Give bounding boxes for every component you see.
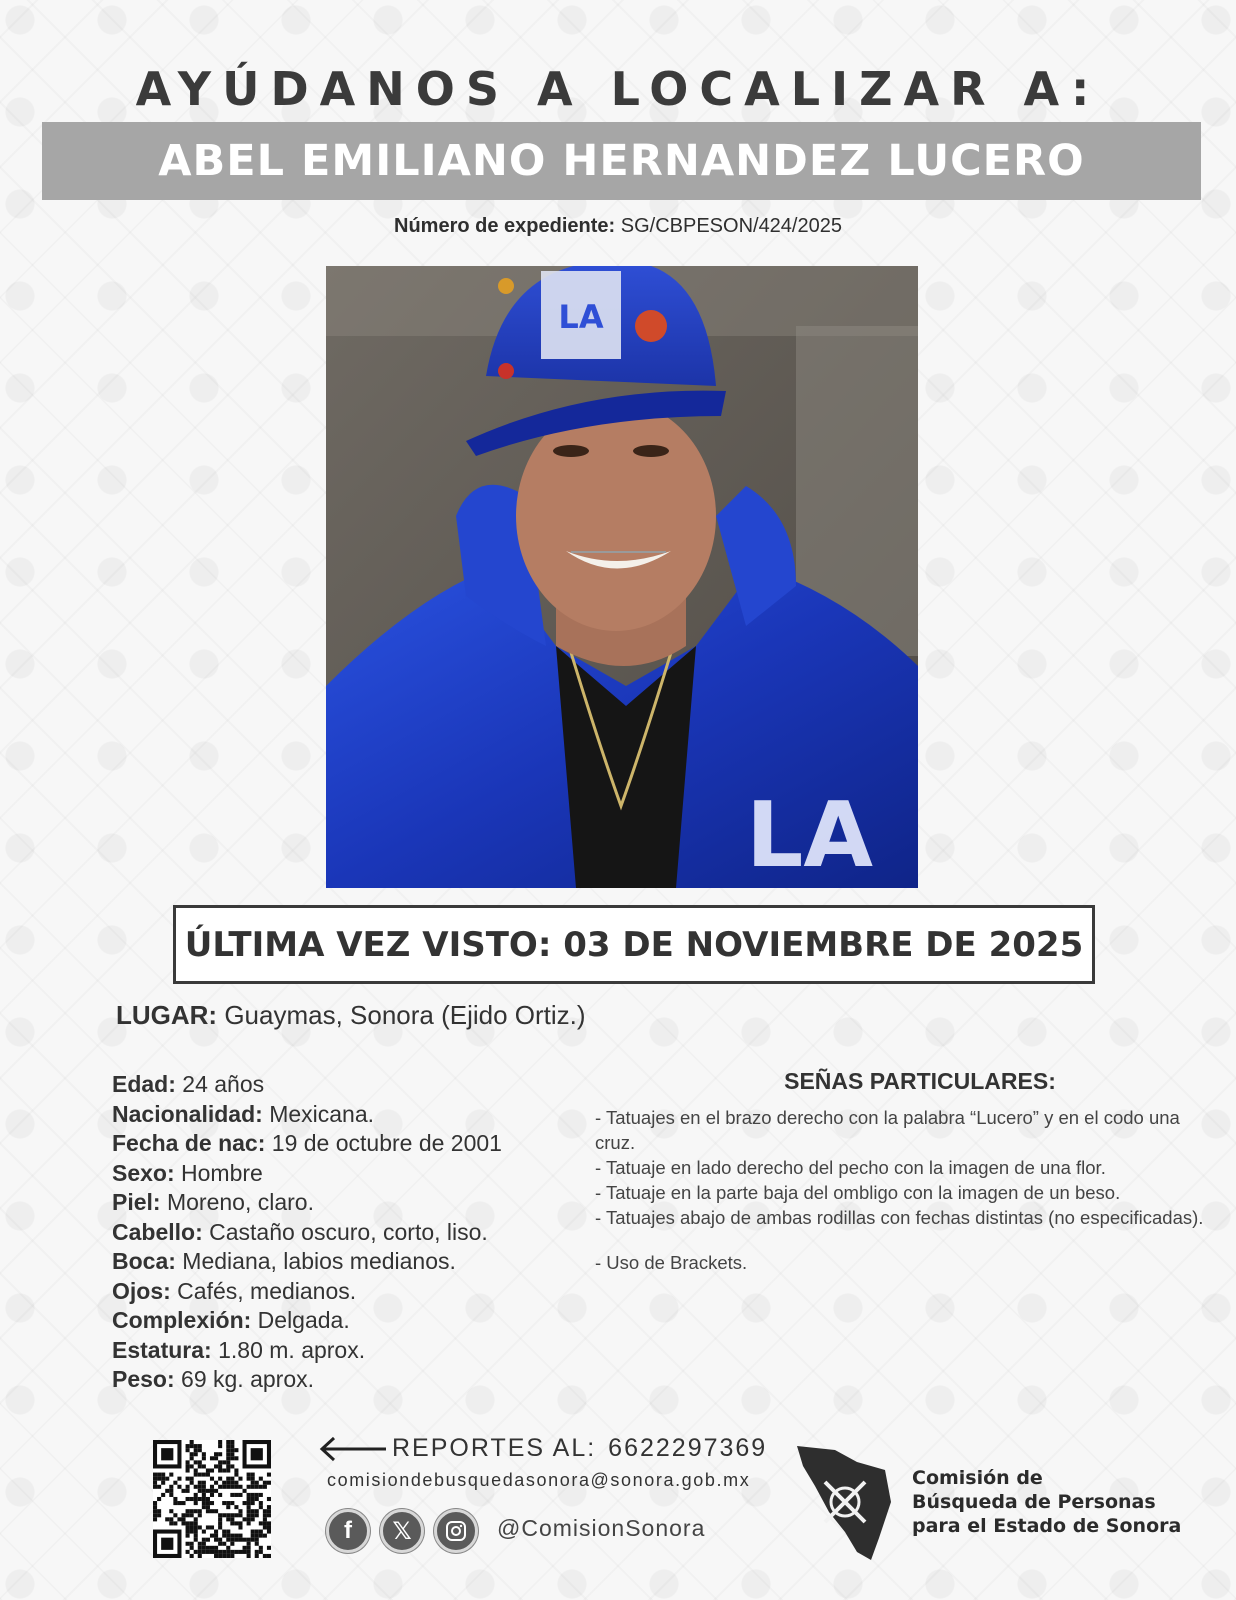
physical-details — [112, 1070, 562, 1395]
mark-item: - Tatuaje en lado derecho del pecho con la imagen de una flor. — [595, 1157, 1106, 1178]
distinguishing-marks — [595, 1068, 1205, 1275]
detail-value: Cafés, medianos. — [177, 1277, 357, 1304]
social-handle[interactable]: @ComisionSonora — [497, 1515, 706, 1541]
mark-item: - Uso de Brackets. — [595, 1252, 748, 1273]
detail-value: Castaño oscuro, corto, liso. — [209, 1218, 488, 1245]
detail-value: Hombre — [181, 1159, 263, 1186]
marks-title: SEÑAS PARTICULARES: — [784, 1068, 1056, 1094]
detail-row-skin — [112, 1188, 562, 1218]
detail-label: Ojos: — [112, 1277, 171, 1304]
qr-code-graphic — [153, 1440, 271, 1558]
detail-row-height — [112, 1336, 562, 1366]
detail-value: Mediana, labios medianos. — [182, 1248, 456, 1274]
detail-row-age — [112, 1070, 562, 1100]
place-line — [116, 1000, 586, 1031]
contact-email[interactable]: comisiondebusquedasonora@sonora.gob.mx — [327, 1470, 751, 1490]
detail-label: Edad: — [112, 1071, 176, 1097]
last-seen-text: ÚLTIMA VEZ VISTO: 03 DE NOVIEMBRE DE 2025 — [184, 924, 1084, 965]
arrow-left-icon — [318, 1434, 388, 1464]
file-number-value: SG/CBPESON/424/2025 — [620, 215, 842, 237]
mark-item: - Tatuajes abajo de ambas rodillas con fechas distintas (no especificadas). — [595, 1207, 1204, 1228]
person-name: ABEL EMILIANO HERNANDEZ LUCERO — [158, 136, 1085, 186]
instagram-glyph — [444, 1519, 468, 1543]
detail-label: Fecha de nac: — [112, 1130, 266, 1156]
facebook-icon[interactable]: f — [326, 1509, 370, 1553]
detail-label: Cabello: — [112, 1218, 203, 1245]
detail-label: Complexión: — [112, 1307, 252, 1333]
person-photo-illustration — [326, 266, 918, 888]
detail-row-nationality — [112, 1100, 562, 1130]
headline: AYÚDANOS A LOCALIZAR A: — [135, 62, 1101, 116]
file-number-label: Número de expediente: — [394, 215, 616, 237]
org-name-line: para el Estado de Sonora — [912, 1515, 1182, 1537]
detail-value: Delgada. — [257, 1307, 350, 1333]
svg-text:LA: LA — [746, 783, 874, 888]
sonora-map-logo — [795, 1442, 895, 1562]
detail-label: Sexo: — [112, 1159, 175, 1186]
detail-row-birthdate — [112, 1129, 562, 1159]
detail-row-mouth — [112, 1247, 562, 1277]
file-number-line — [0, 215, 1236, 238]
x-icon[interactable]: 𝕏 — [380, 1509, 424, 1553]
place-label: LUGAR: — [116, 1000, 218, 1030]
organization-name — [912, 1466, 1181, 1538]
mark-item: - Tatuaje en la parte baja del ombligo con la imagen de un beso. — [595, 1182, 1121, 1203]
detail-row-hair — [112, 1218, 562, 1248]
qr-code[interactable] — [153, 1440, 271, 1558]
org-name-line: Búsqueda de Personas — [912, 1491, 1156, 1513]
place-value: Guaymas, Sonora (Ejido Ortiz.) — [224, 1000, 586, 1030]
detail-row-build — [112, 1306, 562, 1336]
detail-value: 24 años — [182, 1071, 265, 1097]
detail-row-sex — [112, 1159, 562, 1189]
person-name-banner — [42, 122, 1201, 200]
detail-row-weight — [112, 1365, 562, 1395]
org-name-line: Comisión de — [912, 1467, 1043, 1489]
detail-label: Estatura: — [112, 1336, 212, 1363]
person-photo — [326, 266, 918, 888]
reports-phone[interactable]: 6622297369 — [608, 1434, 768, 1462]
reports-label: REPORTES AL: — [392, 1434, 597, 1462]
detail-value: 19 de octubre de 2001 — [271, 1130, 502, 1156]
detail-label: Piel: — [112, 1189, 161, 1215]
detail-label: Boca: — [112, 1248, 176, 1274]
reports-line — [392, 1434, 767, 1463]
mark-item: - Tatuajes en el brazo derecho con la palabra “Lucero” y en el codo una cruz. — [595, 1107, 1180, 1153]
svg-text:LA: LA — [558, 298, 604, 336]
detail-value: Moreno, claro. — [166, 1189, 314, 1215]
last-seen-box — [173, 905, 1095, 984]
detail-value: 69 kg. aprox. — [181, 1366, 314, 1392]
detail-value: Mexicana. — [269, 1100, 375, 1127]
detail-value: 1.80 m. aprox. — [218, 1336, 366, 1363]
instagram-icon[interactable] — [434, 1509, 478, 1553]
detail-row-eyes — [112, 1277, 562, 1307]
detail-label: Peso: — [112, 1366, 175, 1392]
detail-label: Nacionalidad: — [112, 1100, 263, 1127]
